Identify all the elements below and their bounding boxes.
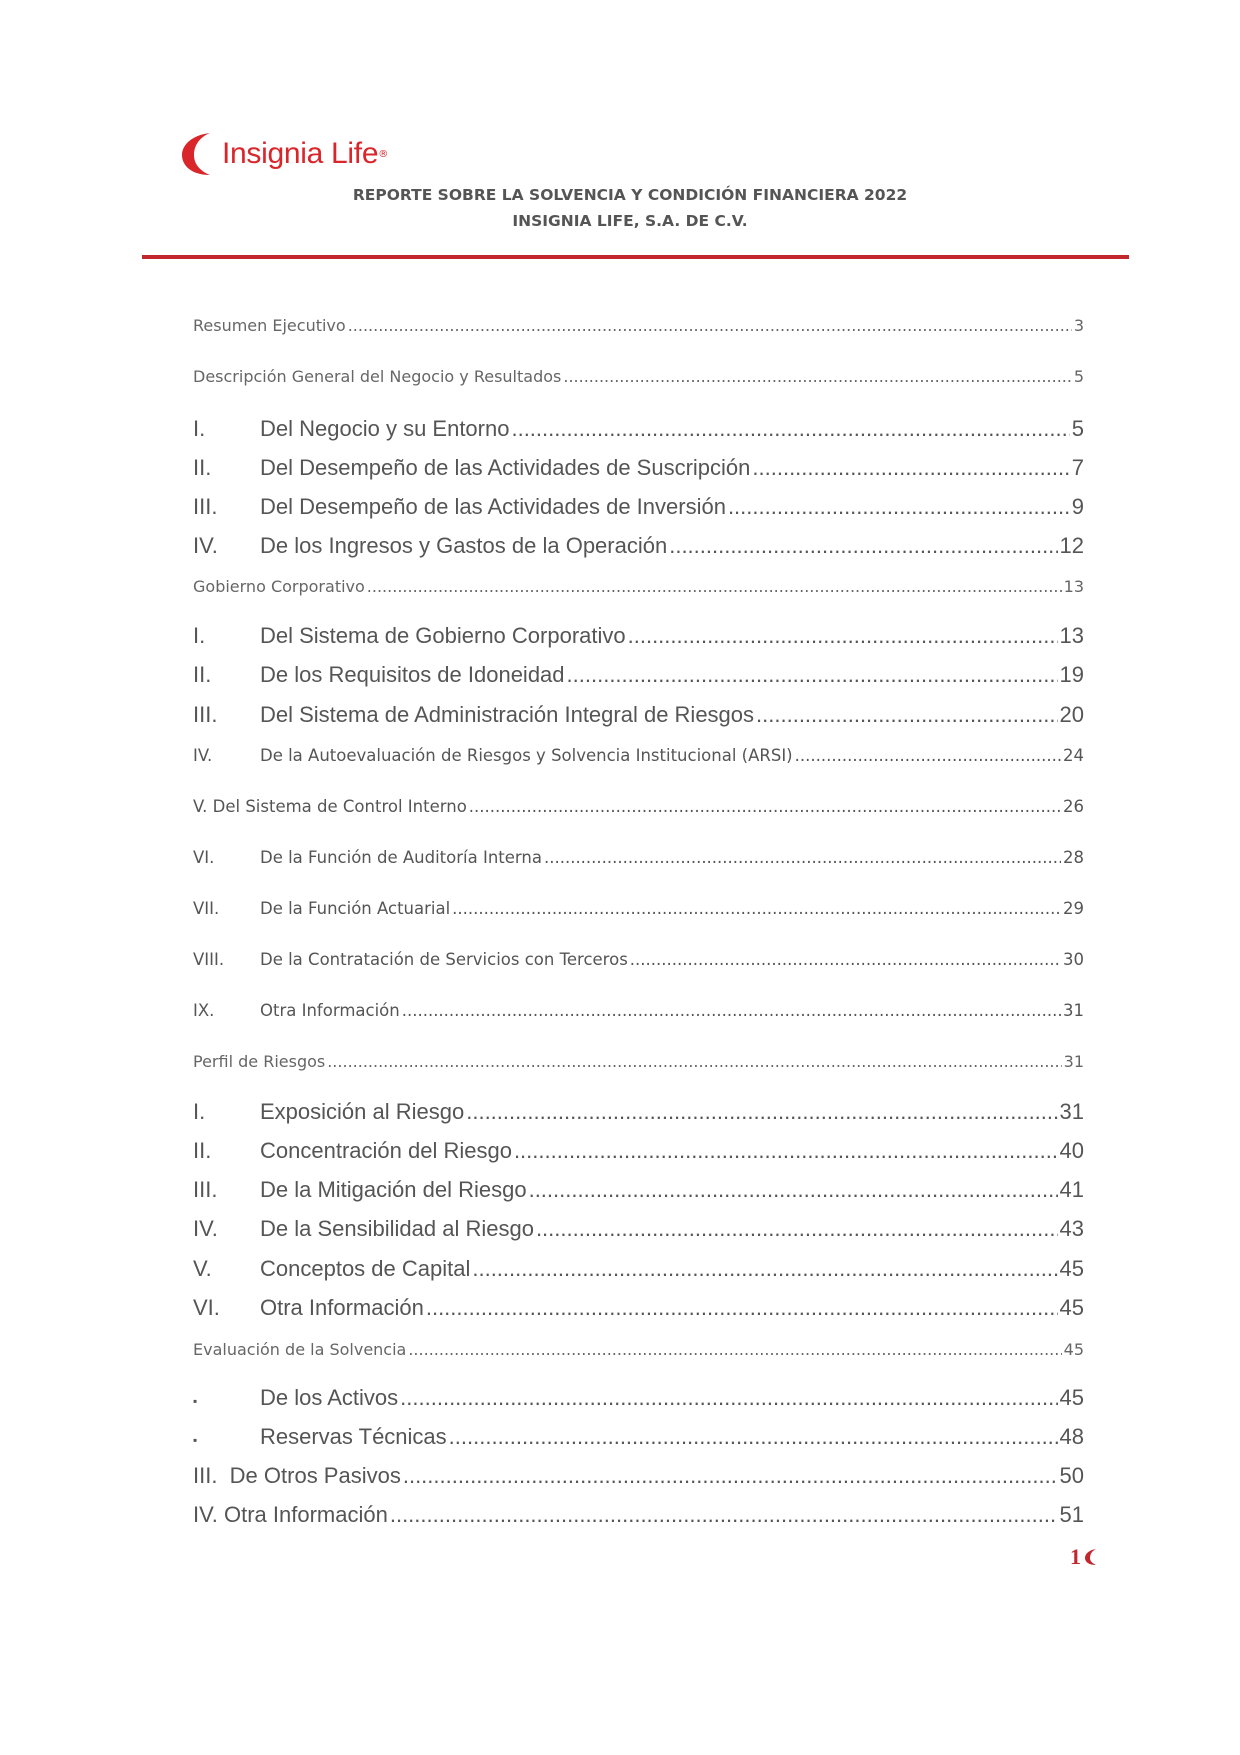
- toc-entry[interactable]: [193, 416, 1084, 442]
- toc-entry-page: 40: [1059, 1138, 1084, 1163]
- toc-entry-label: De la Mitigación del Riesgo: [260, 1177, 527, 1202]
- toc-entry[interactable]: [193, 1424, 1084, 1450]
- toc-entry[interactable]: [193, 662, 1084, 688]
- toc-entry-page: 31: [1059, 1099, 1084, 1124]
- toc-entry-label: Gobierno Corporativo: [193, 577, 365, 596]
- toc-entry-number: II.: [193, 455, 212, 480]
- header-divider: [142, 255, 1129, 259]
- toc-entry-page: 26: [1063, 797, 1084, 816]
- toc-entry-label: Del Desempeño de las Actividades de Suscripción: [260, 455, 751, 480]
- toc-entry-label: De la Autoevaluación de Riesgos y Solvencia Institucional (ARSI): [260, 746, 793, 765]
- toc-entry[interactable]: [193, 1138, 1084, 1164]
- toc-entry[interactable]: [193, 494, 1084, 520]
- square-bullet-icon: ▪: [193, 1433, 198, 1447]
- toc-entry-label: IV. Otra Información: [193, 1502, 388, 1527]
- toc-entry-page: 45: [1059, 1385, 1084, 1410]
- toc-entry-page: 51: [1059, 1502, 1084, 1527]
- toc-entry-label: De la Sensibilidad al Riesgo: [260, 1216, 534, 1241]
- page-footer: [1070, 1544, 1098, 1570]
- toc-entry-label: Perfil de Riesgos: [193, 1052, 326, 1071]
- toc-entry[interactable]: [193, 746, 1084, 765]
- toc-entry-number: II.: [193, 662, 212, 687]
- toc-entry[interactable]: [193, 455, 1084, 481]
- toc-entry-number: VI.: [193, 848, 215, 867]
- toc-entry-page: 43: [1059, 1216, 1084, 1241]
- toc-entry-label: Exposición al Riesgo: [260, 1099, 465, 1124]
- toc-entry-number: I.: [193, 623, 206, 648]
- toc-entry-page: 48: [1059, 1424, 1084, 1449]
- toc-entry[interactable]: [193, 1295, 1084, 1321]
- toc-entry-page: 19: [1059, 662, 1084, 687]
- toc-entry[interactable]: [193, 1502, 1084, 1528]
- toc-entry-label: Del Sistema de Administración Integral de Riesgos: [260, 702, 755, 727]
- toc-entry-page: 31: [1063, 1052, 1084, 1071]
- toc-entry-page: 30: [1063, 950, 1084, 969]
- toc-entry-page: 28: [1063, 848, 1084, 867]
- toc-entry[interactable]: [193, 623, 1084, 649]
- toc-entry[interactable]: [193, 702, 1084, 728]
- toc-entry-label: De los Activos: [260, 1385, 399, 1410]
- toc-entry[interactable]: [193, 848, 1084, 867]
- toc-entry-number: I.: [193, 416, 206, 441]
- crescent-mark-icon: [1084, 1548, 1098, 1566]
- toc-entry-label: Del Negocio y su Entorno: [260, 416, 510, 441]
- page-number: 1: [1070, 1544, 1081, 1569]
- toc-entry[interactable]: [193, 1216, 1084, 1242]
- toc-entry-label: Evaluación de la Solvencia: [193, 1340, 407, 1359]
- toc-entry[interactable]: [193, 1001, 1084, 1020]
- toc-entry-label: Resumen Ejecutivo: [193, 316, 346, 335]
- toc-entry[interactable]: [193, 1099, 1084, 1125]
- toc-entry[interactable]: [193, 1385, 1084, 1411]
- report-title: REPORTE SOBRE LA SOLVENCIA Y CONDICIÓN FINANCIERA 2022: [352, 186, 908, 204]
- toc-entry[interactable]: [193, 899, 1084, 918]
- toc-entry-number: VII.: [193, 899, 220, 918]
- toc-entry-label: De la Contratación de Servicios con Terceros: [260, 950, 628, 969]
- toc-entry[interactable]: [193, 1256, 1084, 1282]
- toc-entry-page: 50: [1059, 1463, 1084, 1488]
- toc-entry-number: IX.: [193, 1001, 215, 1020]
- toc-entry-label: De los Ingresos y Gastos de la Operación: [260, 533, 668, 558]
- toc-entry-label: Del Sistema de Gobierno Corporativo: [260, 623, 626, 648]
- toc-entry-number: III.: [193, 494, 218, 519]
- toc-entry-label: Del Desempeño de las Actividades de Inversión: [260, 494, 726, 519]
- toc-entry-page: 13: [1059, 623, 1084, 648]
- toc-entry-label: Reservas Técnicas: [260, 1424, 447, 1449]
- toc-entry[interactable]: [193, 316, 1084, 335]
- toc-entry-label: V. Del Sistema de Control Interno: [193, 797, 467, 816]
- toc-entry[interactable]: [193, 533, 1084, 559]
- toc-entry-label: De la Función de Auditoría Interna: [260, 848, 542, 867]
- toc-entry-page: 12: [1059, 533, 1084, 558]
- toc-entry[interactable]: [193, 1340, 1084, 1359]
- toc-entry-page: 5: [1071, 416, 1084, 441]
- toc-entry[interactable]: [193, 1177, 1084, 1203]
- toc-entry-label: Conceptos de Capital: [260, 1256, 471, 1281]
- toc-entry[interactable]: [193, 367, 1084, 386]
- toc-entry-label: Descripción General del Negocio y Resultados: [193, 367, 562, 386]
- toc-entry-label: De los Requisitos de Idoneidad: [260, 662, 565, 687]
- toc-entry-page: 41: [1059, 1177, 1084, 1202]
- toc-entry-label: Concentración del Riesgo: [260, 1138, 512, 1163]
- toc-entry-number: IV.: [193, 533, 218, 558]
- toc-entry-number: I.: [193, 1099, 206, 1124]
- logo-trademark: ®: [378, 148, 389, 160]
- toc-entry-page: 31: [1063, 1001, 1084, 1020]
- report-subtitle: INSIGNIA LIFE, S.A. DE C.V.: [512, 212, 748, 230]
- logo-text: Insignia Life: [222, 137, 379, 170]
- toc-entry-label: Otra Información: [260, 1295, 424, 1320]
- toc-entry[interactable]: [193, 1052, 1084, 1071]
- toc-entry[interactable]: [193, 797, 1084, 816]
- toc-entry[interactable]: [193, 950, 1084, 969]
- toc-entry-number: V.: [193, 1256, 212, 1281]
- toc-entry-page: 24: [1063, 746, 1084, 765]
- toc-entry[interactable]: [193, 1463, 1084, 1489]
- toc-entry-page: 20: [1059, 702, 1084, 727]
- toc-entry-label: III. De Otros Pasivos: [193, 1463, 401, 1488]
- toc-entry-label: Otra Información: [260, 1001, 400, 1020]
- toc-entry-page: 5: [1073, 367, 1084, 386]
- toc-entry-page: 13: [1063, 577, 1084, 596]
- company-logo: [180, 130, 388, 178]
- toc-entry-number: IV.: [193, 746, 213, 765]
- toc-entry[interactable]: [193, 577, 1084, 596]
- toc-entry-label: De la Función Actuarial: [260, 899, 451, 918]
- toc-entry-page: 3: [1073, 316, 1084, 335]
- toc-entry-page: 45: [1059, 1295, 1084, 1320]
- toc-entry-page: 45: [1059, 1256, 1084, 1281]
- toc-entry-number: III.: [193, 702, 218, 727]
- toc-entry-page: 29: [1063, 899, 1084, 918]
- report-header: [0, 182, 1240, 234]
- toc-entry-number: II.: [193, 1138, 212, 1163]
- square-bullet-icon: ▪: [193, 1394, 198, 1408]
- toc-entry-number: III.: [193, 1177, 218, 1202]
- toc-entry-number: IV.: [193, 1216, 218, 1241]
- crescent-logo-icon: [180, 131, 216, 177]
- toc-entry-page: 45: [1063, 1340, 1084, 1359]
- toc-entry-number: VI.: [193, 1295, 220, 1320]
- toc-entry-page: 7: [1071, 455, 1084, 480]
- toc-entry-number: VIII.: [193, 950, 225, 969]
- toc-entry-page: 9: [1071, 494, 1084, 519]
